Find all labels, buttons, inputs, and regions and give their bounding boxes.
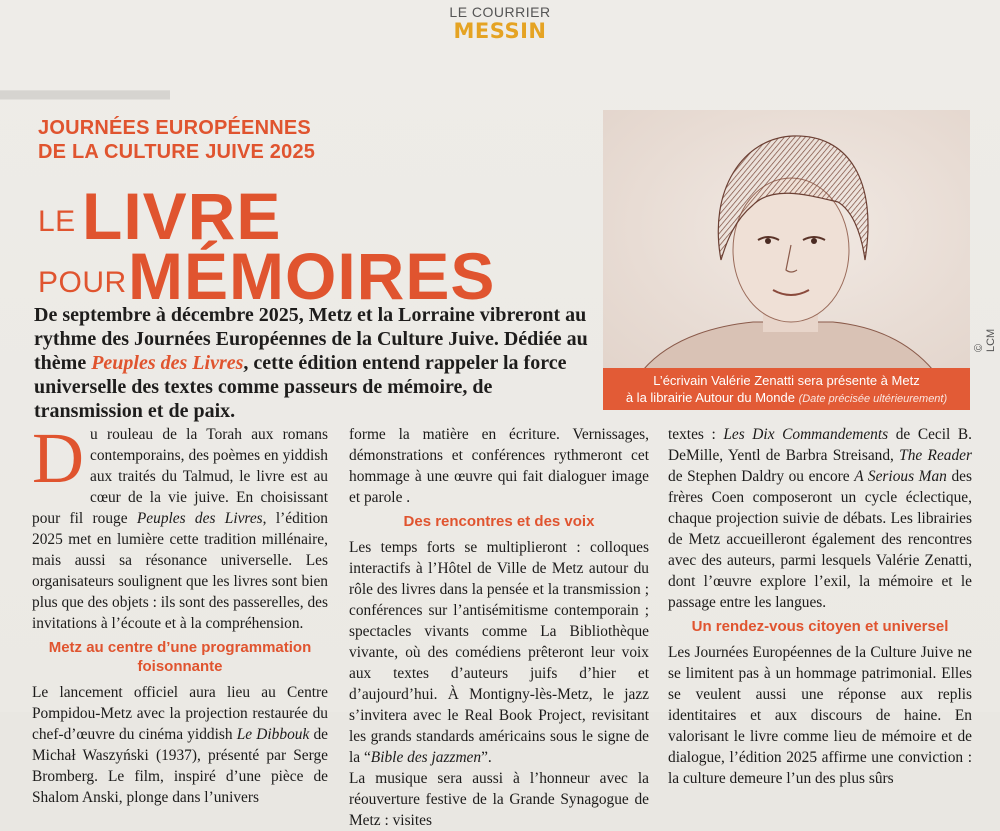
- col1-paragraph-2: [32, 682, 328, 808]
- caption-note: (Date précisée ultérieurement): [798, 393, 948, 405]
- lead-paragraph: [34, 303, 594, 423]
- masthead: [0, 4, 1000, 42]
- col3-text-d: des frères Coen composeront un cycle éclectique, chaque projection suivie de débats. Les librairies de Metz accueilleront également des rencontres avec des auteurs, parmi lesquels Valérie Zenatti, dont l’œuvre explore l’exil, la mémoire et le passage entre les langues.: [668, 468, 972, 611]
- col1-text-c: Le lancement officiel aura lieu au Centre Pompidou-Metz avec la projection restaurée du chef-d’œuvre du cinéma yiddish: [32, 684, 328, 743]
- col1-italic: Peuples des Livres: [136, 510, 263, 527]
- col1-text-b: , l’édition 2025 met en lumière cette tradition millénaire, mais aussi sa résonance universelle. Les organisateurs soulignent que les livres sont bien plus que des objets : ils sont des passerelles, des invitations à l’écoute et à la compréhension.: [32, 510, 328, 632]
- col1-text-d: de Michał Waszyński (1937), présenté par Serge Bromberg. Le film, inspiré d’une pièce de Shalom Anski, plonge dans l’univers: [32, 726, 329, 806]
- kicker-line-2: DE LA CULTURE JUIVE 2025: [38, 141, 316, 163]
- title-memoires: MÉMOIRES: [128, 239, 496, 313]
- col2-text-b: ”.: [481, 749, 492, 766]
- dropcap: D: [32, 418, 84, 498]
- col3-text-c: de Stephen Daldry ou encore: [668, 468, 855, 485]
- masthead-logo: MESSIN: [453, 19, 547, 43]
- col2-text-a: Les temps forts se multiplieront : colloques interactifs à l’Hôtel de Ville de Metz autour du rôle des livres dans la pensée et la transmission ; conférences sur l’antisémitisme contemporain ; spectacles vivants comme La Bibliothèque vivante, où des comédiens prêteront leur voix aux textes d’auteurs juifs d’hier et d’aujourd’hui. À Montigny-lès-Metz, le jazz s’invitera avec le Real Book Project, revisitant les grands standards américains sous le signe de la “: [349, 539, 649, 766]
- col3-italic-2: The Reader: [899, 447, 972, 464]
- article-column-3: [668, 424, 972, 789]
- col2-paragraph-2: [349, 537, 649, 768]
- article-column-2: [349, 424, 649, 831]
- col3-paragraph-2: Les Journées Européennes de la Culture Juive ne se limitent pas à un hommage patrimonial. Elles se veulent aussi une réponse aux replis identitaires et aux discours de haine. En valorisant le livre comme lieu de mémoire et de dialogue, l’édition 2025 affirme une conviction : la culture demeure l’un des plus sûrs: [668, 644, 972, 787]
- col1-text-a: u rouleau de la Torah aux romans contemporains, des poèmes en yiddish aux traités du Talmud, le livre est au cœur de la vie juive. En choisissant pour fil rouge: [32, 426, 328, 527]
- col2-italic: Bible des jazzmen: [370, 749, 482, 766]
- masthead-small: LE COURRIER: [449, 4, 551, 20]
- lead-text-2: , cette édition entend rappeler la force universelle des textes comme passeurs de mémoire, de transmission et de paix.: [34, 352, 567, 422]
- kicker-line-1: JOURNÉES EUROPÉENNES: [38, 117, 311, 139]
- col3-paragraph-1: [668, 424, 972, 613]
- col3-italic-3: A Serious Man: [854, 468, 947, 485]
- lead-text-1: De septembre à décembre 2025, Metz et la Lorraine vibreront au rythme des Journées Européennes de la Culture Juive. Dédiée au thème: [34, 304, 588, 374]
- col1-italic-2: Le Dibbouk: [236, 726, 310, 743]
- title-le: LE: [38, 205, 76, 238]
- col3-italic-1: Les Dix Commandements: [723, 426, 889, 443]
- col3-text-b: de Cecil B. DeMille, Yentl de Barbra Streisand,: [668, 426, 972, 464]
- kicker: [38, 116, 358, 164]
- col2-paragraph-1: forme la matière en écriture. Vernissages, démonstrations et conférences rythmeront cet hommage à une œuvre qui fait dialoguer image et parole .: [349, 426, 649, 506]
- show-through-text: ▀▀▀▀▀▀▀▀▀▀▀▀▀▀▀▀: [0, 92, 171, 108]
- col1-subheading: Metz au centre d’une programmation foisonnante: [48, 639, 312, 675]
- title-pour: POUR: [38, 266, 127, 299]
- col2-subheading: Des rencontres et des voix: [403, 513, 595, 530]
- portrait-illustration: [603, 110, 970, 370]
- col3-subheading: Un rendez-vous citoyen et universel: [691, 618, 949, 635]
- col1-paragraph-1: [32, 418, 328, 634]
- article-column-1: [32, 418, 329, 808]
- col2-paragraph-3: La musique sera aussi à l’honneur avec la réouverture festive de la Grande Synagogue de Metz : visites: [349, 770, 649, 829]
- caption-line-1: L’écrivain Valérie Zenatti sera présente à Metz: [653, 373, 920, 388]
- caption-line-2: [603, 389, 970, 408]
- col3-text-a: textes :: [668, 426, 724, 443]
- photo-credit: © LCM: [973, 328, 997, 352]
- title-livre: LIVRE: [82, 179, 282, 253]
- photo-caption: [603, 368, 970, 410]
- lead-theme: Peuples des Livres: [91, 352, 244, 374]
- caption-line-2-text: à la librairie Autour du Monde: [625, 390, 795, 405]
